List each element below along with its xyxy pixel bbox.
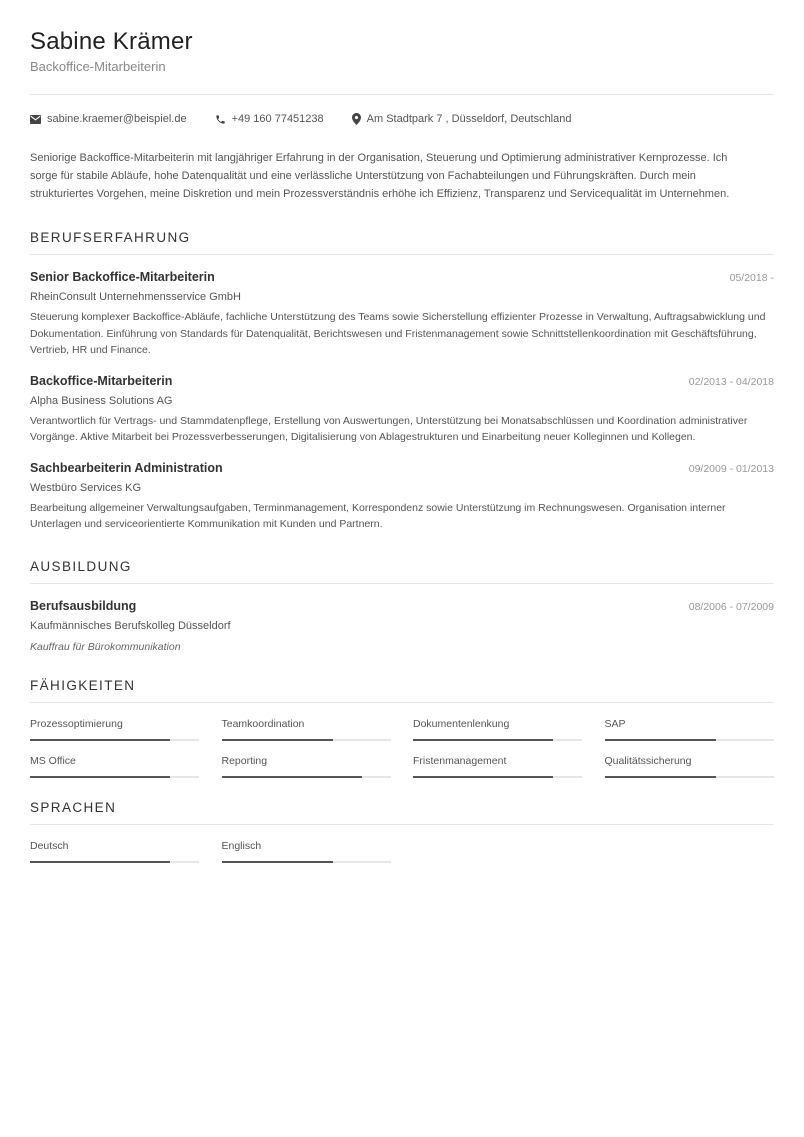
- skill-item: [413, 754, 582, 778]
- skills-grid: [30, 717, 774, 778]
- job-title: Senior Backoffice-Mitarbeiterin: [30, 270, 215, 284]
- job-date: 05/2018 -: [729, 272, 774, 284]
- skill-level-fill: [605, 739, 717, 741]
- email-text: sabine.kraemer@beispiel.de: [47, 113, 187, 125]
- skill-level-bar: [605, 739, 774, 741]
- skill-name: Fristenmanagement: [413, 754, 507, 767]
- education-divider: [30, 583, 774, 584]
- skill-name: Reporting: [221, 754, 268, 767]
- skill-name: Prozessoptimierung: [30, 717, 123, 730]
- skill-level-fill: [222, 776, 362, 778]
- location-pin-icon: [352, 113, 361, 125]
- language-level-fill: [222, 861, 334, 863]
- skill-item: [413, 717, 582, 741]
- education-detail: Kauffrau für Bürokommunikation: [30, 640, 181, 653]
- job-date: 09/2009 - 01/2013: [688, 462, 774, 475]
- skill-level-bar: [30, 776, 199, 778]
- skill-item: [222, 717, 391, 741]
- header-divider: [30, 94, 774, 95]
- language-level-bar: [222, 861, 391, 863]
- skill-name: Dokumentenlenkung: [413, 717, 510, 730]
- language-item: [30, 839, 199, 863]
- job-title: Backoffice-Mitarbeiterin: [30, 373, 173, 388]
- skill-level-bar: [30, 739, 199, 741]
- education-item: [30, 598, 774, 654]
- profile-summary: Seniorige Backoffice-Mitarbeiterin mit langjähriger Erfahrung in der Organisation, Steuerung und Optimierung administrativer Kernprozesse. Ich sorge für stabile Abläufe, hohe Datenqualität und eine verlässliche Unterstützung von Fachabteilungen und Führungskräften. Durch mein strukturiertes Vorgehen, meine Diskretion und mein Prozessverständnis erhöhe ich Effizienz, Transparenz und Servicequalität im Unternehmen.: [30, 152, 730, 200]
- skill-name: Teamkoordination: [221, 717, 305, 730]
- skill-item: [605, 754, 774, 778]
- languages-divider: [30, 824, 774, 825]
- skill-level-bar: [222, 776, 391, 778]
- skill-level-bar: [413, 739, 582, 741]
- skill-name: Qualitätssicherung: [604, 754, 692, 767]
- experience-item: [30, 269, 774, 359]
- language-name: Deutsch: [30, 839, 69, 852]
- education-title: Berufsausbildung: [30, 598, 137, 613]
- skill-level-fill: [30, 739, 170, 741]
- skill-level-fill: [413, 739, 553, 741]
- contact-bar: [30, 112, 774, 126]
- skill-item: [30, 754, 199, 778]
- phone-icon: [215, 114, 226, 125]
- experience-item: [30, 373, 774, 446]
- language-name: Englisch: [221, 839, 262, 852]
- education-date: 08/2006 - 07/2009: [688, 600, 774, 613]
- job-company: RheinConsult Unternehmensservice GmbH: [30, 291, 241, 303]
- job-description: Steuerung komplexer Backoffice-Abläufe, fachliche Unterstützung des Teams sowie Sicherstellung effizienter Prozesse in Verwaltung, Auftragsabwicklung und Dokumentation. Einführung von Standards für Datenqualität, Berichtswesen und Fristenmanagement sowie Schnittstellenkoordination mit Geschäftsführung, Vertrieb, HR und Finance.: [30, 311, 766, 356]
- skill-level-bar: [605, 776, 774, 778]
- skill-item: [605, 717, 774, 741]
- phone-text: +49 160 77451238: [231, 113, 324, 125]
- skill-level-fill: [605, 776, 717, 778]
- skills-section-title: FÄHIGKEITEN: [30, 677, 136, 693]
- language-level-bar: [30, 861, 199, 863]
- experience-item: [30, 460, 774, 533]
- candidate-role: Backoffice-Mitarbeiterin: [30, 59, 166, 74]
- skill-item: [222, 754, 391, 778]
- skills-divider: [30, 702, 774, 703]
- job-description: Bearbeitung allgemeiner Verwaltungsaufgaben, Terminmanagement, Korrespondenz sowie Unterstützung im Rechnungswesen. Organisation interner Unterlagen und serviceorientierte Kommunikation mit Kunden und Partnern.: [30, 501, 726, 530]
- job-company: Westbüro Services KG: [30, 481, 142, 494]
- skill-level-fill: [222, 739, 334, 741]
- job-title: Sachbearbeiterin Administration: [30, 460, 223, 475]
- skill-level-fill: [413, 776, 553, 778]
- education-school: Kaufmännisches Berufskolleg Düsseldorf: [30, 619, 231, 632]
- contact-phone[interactable]: [215, 113, 324, 125]
- languages-grid: [30, 839, 774, 863]
- skill-name: SAP: [604, 717, 626, 730]
- candidate-name: Sabine Krämer: [30, 28, 193, 55]
- contact-address: [352, 113, 572, 125]
- job-company: Alpha Business Solutions AG: [30, 394, 173, 407]
- skill-level-bar: [413, 776, 582, 778]
- job-description: Verantwortlich für Vertrags- und Stammdatenpflege, Erstellung von Auswertungen, Unterstützung bei Monatsabschlüssen und Koordination administrativer Vorgänge. Aktive Mitarbeit bei Prozessverbesserungen, Digitalisierung von Ablagestrukturen und Einarbeitung neuer Kolleginnen und Kollegen.: [30, 414, 748, 443]
- experience-section-title: BERUFSERFAHRUNG: [30, 230, 191, 245]
- languages-section-title: SPRACHEN: [30, 799, 117, 815]
- job-date: 02/2013 - 04/2018: [688, 375, 774, 388]
- skill-name: MS Office: [30, 754, 76, 767]
- experience-divider: [30, 254, 774, 255]
- skill-level-bar: [222, 739, 391, 741]
- skill-item: [30, 717, 199, 741]
- language-item: [222, 839, 391, 863]
- address-text: Am Stadtpark 7 , Düsseldorf, Deutschland: [366, 113, 572, 125]
- skill-level-fill: [30, 776, 170, 778]
- contact-email[interactable]: [30, 113, 187, 125]
- language-level-fill: [30, 861, 170, 863]
- mail-icon: [30, 115, 41, 124]
- education-section-title: AUSBILDUNG: [30, 558, 132, 574]
